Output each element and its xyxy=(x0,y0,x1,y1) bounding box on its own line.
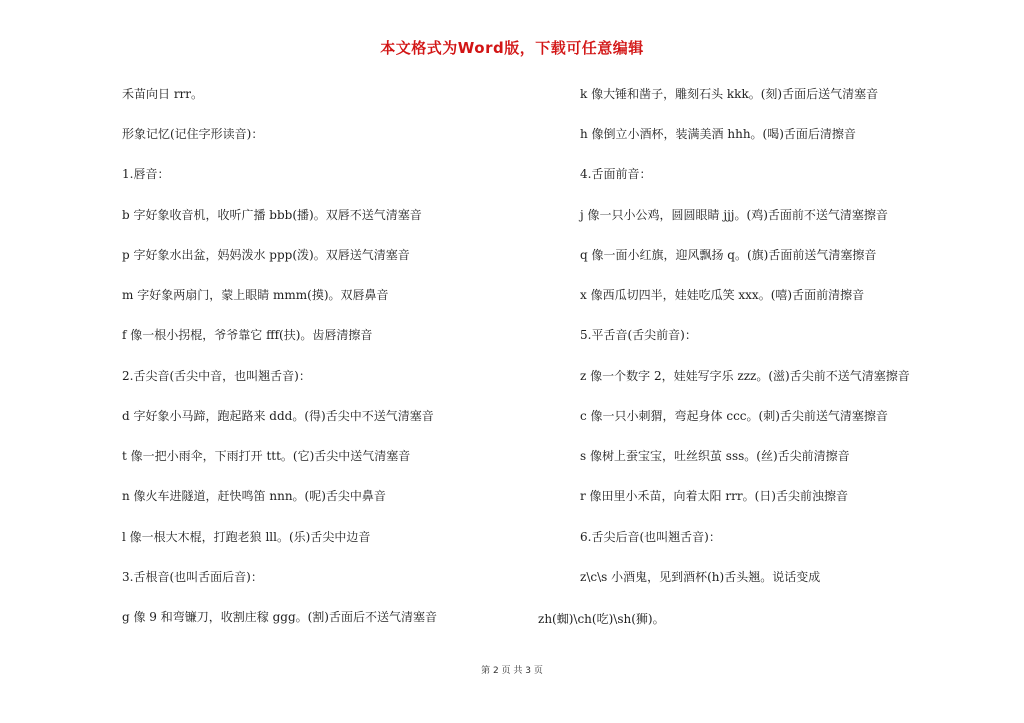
section-heading: 2.舌尖音(舌尖中音，也叫翘舌音)： xyxy=(122,369,311,383)
text-line: t 像一把小雨伞，下雨打开 ttt。(它)舌尖中送气清塞音 xyxy=(122,449,411,463)
text-line: z 像一个数字 2，娃娃写字乐 zzz。(滋)舌尖前不送气清塞擦音 xyxy=(580,369,910,383)
section-heading: 5.平舌音(舌尖前音)： xyxy=(580,328,697,342)
section-heading: 1.唇音： xyxy=(122,167,170,181)
continued-text-line: zh(蜘)\ch(吃)\sh(狮)。 xyxy=(538,612,665,626)
text-line: g 像 9 和弯镰刀，收割庄稼 ggg。(割)舌面后不送气清塞音 xyxy=(122,610,437,624)
text-line: r 像田里小禾苗，向着太阳 rrr。(日)舌尖前浊擦音 xyxy=(580,489,848,503)
text-line: n 像火车进隧道，赶快鸣笛 nnn。(呢)舌尖中鼻音 xyxy=(122,489,386,503)
text-line: 禾苗向日 rrr。 xyxy=(122,87,204,101)
text-line: h 像倒立小酒杯，装满美酒 hhh。(喝)舌面后清擦音 xyxy=(580,127,856,141)
page-footer: 第 2 页 共 3 页 xyxy=(481,666,543,676)
text-line: d 字好象小马蹄，跑起路来 ddd。(得)舌尖中不送气清塞音 xyxy=(122,409,434,423)
section-heading: 6.舌尖后音(也叫翘舌音)： xyxy=(580,530,721,544)
text-line: p 字好象水出盆，妈妈泼水 ppp(泼)。双唇送气清塞音 xyxy=(122,248,410,262)
text-line: j 像一只小公鸡，圆圆眼睛 jjj。(鸡)舌面前不送气清塞擦音 xyxy=(580,208,888,222)
text-line: k 像大锤和凿子，雕刻石头 kkk。(刻)舌面后送气清塞音 xyxy=(580,87,879,101)
text-line: b 字好象收音机，收听广播 bbb(播)。双唇不送气清塞音 xyxy=(122,208,422,222)
text-line: q 像一面小红旗，迎风飘扬 q。(旗)舌面前送气清塞擦音 xyxy=(580,248,877,262)
text-line: 形象记忆(记住字形读音)： xyxy=(122,127,264,141)
section-heading: 4.舌面前音： xyxy=(580,167,652,181)
text-line: z\c\s 小酒鬼，见到酒杯(h)舌头翘。说话变成 xyxy=(580,570,821,584)
text-line: x 像西瓜切四半，娃娃吃瓜笑 xxx。(嘻)舌面前清擦音 xyxy=(580,288,865,302)
text-line: s 像树上蚕宝宝，吐丝织茧 sss。(丝)舌尖前清擦音 xyxy=(580,449,850,463)
section-heading: 3.舌根音(也叫舌面后音)： xyxy=(122,570,263,584)
text-line: f 像一根小拐棍，爷爷靠它 fff(扶)。齿唇清擦音 xyxy=(122,328,373,342)
text-line: c 像一只小刺猬，弯起身体 ccc。(刺)舌尖前送气清塞擦音 xyxy=(580,409,888,423)
document-header-title: 本文格式为Word版，下载可任意编辑 xyxy=(380,39,644,57)
text-line: l 像一根大木棍，打跑老狼 lll。(乐)舌尖中边音 xyxy=(122,530,371,544)
text-line: m 字好象两扇门，蒙上眼睛 mmm(摸)。双唇鼻音 xyxy=(122,288,389,302)
